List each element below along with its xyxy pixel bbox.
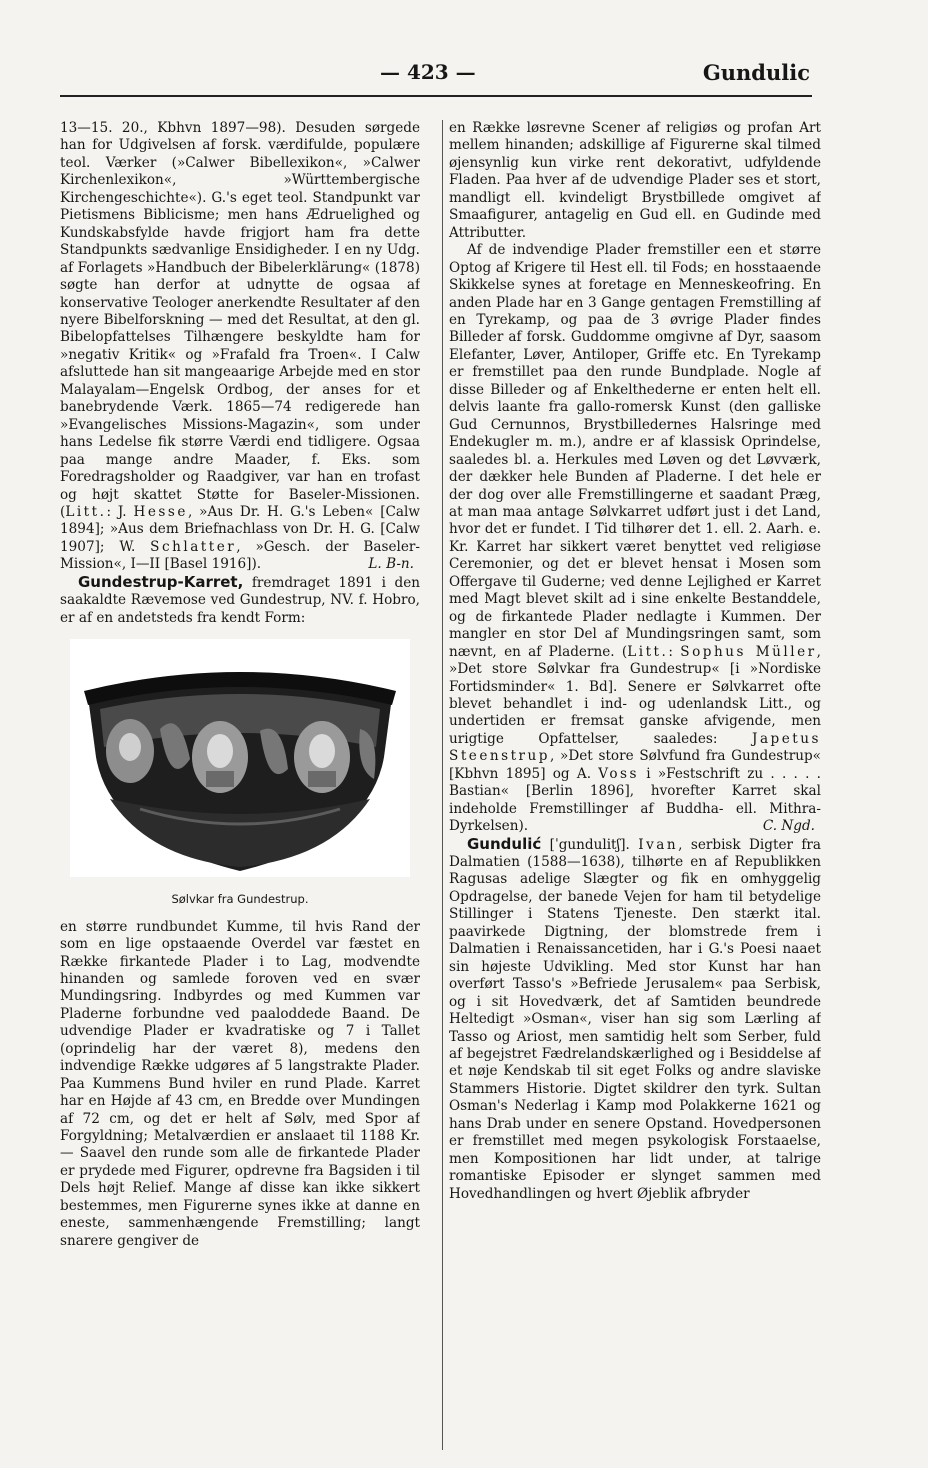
gundestrup-figure [60,639,420,908]
entry-gundert-continuation: 13—15. 20., Kbhvn 1897—98). Desuden sørgede han for Udgivelsen af forsk. værdifulde, populære teol. Værker (»Calwer Bibellexikon«, »Calwer Kirchenlexikon«, »Württembergische Kirchengeschichte«). G.'s eget teol. Standpunkt var Pietismens Biblicisme; men hans Ædruelighed og Kundskabsfylde havde frigjort ham fra dette Standpunkts sædvanlige Ensidigheder. I en ny Udg. af Forlagets »Handbuch der Bibelerklärung« (1878) søgte han derfor at udnytte de ogsaa af konservative Teologer anerkendte Resultater af den nyere Bibelforskning — med det Resultat, at den gl. Bibelopfattelses Tilhængere beskyldte ham for »negativ Kritik« og »Frafald fra Troen«. I Calw afsluttede han sit mangeaarige Arbejde med en stor Malayalam—Engelsk Ordbog, der anses for et banebrydende Værk. 1865—74 redigerede han »Evangelisches Missions-Magazin«, som under hans Ledelse fik større Værdi end tidligere. Ogsaa paa mange andre Maader, f. Eks. som Foredragsholder og Raadgiver, var han en trofast og højt skattet Støtte for Baseler-Missionen. (Litt.: J. Hesse, »Aus Dr. H. G.'s Leben« [Calw 1894]; »Aus dem Briefnachlass von Dr. H. G. [Calw 1907]; W. Schlatter, »Gesch. der Baseler-Mission«, I—II [Basel 1916]). L. B-n. [60,120,420,573]
running-head: Gundulic [702,60,810,85]
entry-gundulic: Gundulić [ˈgundulitʃ]. Ivan, serbisk Digter fra Dalmatien (1588—1638), tilhørte en af Republikken Ragusas adelige Slægter og fik en omhyggelig Opdragelse, der banede Vejen for ham til betydelige Stillinger i Statens Tjeneste. Den stærkt ital. paavirkede Digtning, der blomstrede frem i Dalmatien i Renaissancetiden, har i G.'s Poesi naaet sin højeste Udvikling. Med stor Kunst har han overført Tasso's »Befriede Jerusalem« paa Serbisk, og i sit Hovedværk, det af Samtiden beundrede Heltedigt »Osman«, viser han sig som Lærling af Tasso og Ariost, men samtidig helt som Serber, fuld af begejstret Fædrelandskærlighed og i Besiddelse af et nøje Kendskab til sit eget Folks og andre slaviske Stammers Historie. Digtet skildrer den tyrk. Sultan Osman's Nederlag i Kamp mod Polakkerne 1621 og hans Drab under en senere Opstand. Hovedpersonen er fremstillet med megen psykologisk Forstaaelse, men Kompositionen har lidt under, at talrige romantiske Episoder er slynget sammen med Hovedhandlingen og hvert Øjeblik afbryder [449,834,821,1202]
entry-gundestrup: Gundestrup-Karret, fremdraget 1891 i den saakaldte Rævemose ved Gundestrup, NV. f. Hobro, er af en andetsteds fra kendt Form: [60,572,420,626]
spaced-name: Sophus Müller [680,643,817,660]
right-column [442,120,821,1450]
litt-label: Litt. [65,503,107,520]
litt-label: Litt. [627,643,669,660]
author-signature: L. B-n. [368,556,414,573]
entry-headword: Gundestrup-Karret, [78,572,244,591]
spaced-name: Hesse [133,503,188,520]
entry-gundestrup-inner-plates: Af de indvendige Plader fremstiller een et større Optog af Krigere til Hest ell. til Fods; en hosstaaende Skikkelse synes at foretage en Menneskeofring. En anden Plade har en 3 Gange gentagen Fremstilling af en Tyrekamp, og paa de 3 øvrige Plader findes Billeder af forsk. Guddomme omgivne af Dyr, saasom Elefanter, Løver, Antiloper, Griffe etc. En Tyrekamp er fremstillet paa den runde Bundplade. Nogle af disse Billeder og af Enkelthederne er enten helt ell. delvis laante fra gallo-romersk Kunst (den galliske Gud Cernunnos, Brystbilledernes Halsringe med Endekugler m. m.), andre er af klassisk Oprindelse, saaledes bl. a. Herkules med Løven og det Løvværk, der dækker hele Bunden af Pladerne. I det hele er der dog over alle Fremstillingerne et saadant Præg, at man maa antage Sølvkarret udført just i det Land, hvor det er fundet. I Tid tilhører det 1. ell. 2. Aarh. e. Kr. Karret har sikkert været benyttet ved religiøse Ceremonier, og det er blevet hensat i Mosen som Offergave til Guderne; ved denne Lejlighed er Karret med Magt blevet skilt ad i sine enkelte Bestanddele, og de firkantede Plader nedlagte i Kummen. Der mangler en stor Del af Mundingsringen samt, som nævnt, en af Pladerne. (Litt.: Sophus Müller, »Det store Sølvkar fra Gundestrup« [i »Nordiske Fortidsminder« 1. Bd]. Senere er Sølvkarret ofte blevet behandlet i ind- og udenlandsk Litt., og undertiden er fremsat ganske afvigende, men urigtige Opfattelser, saaledes: Japetus Steenstrup, »Det store Sølvfund fra Gundestrup« [Kbhvn 1895] og A. Voss i »Festschrift zu . . . . . Bastian« [Berlin 1896], hvorefter Karret skal indeholde Fremstillinger af Buddha- ell. Mithra-Dyrkelsen). C. Ngd. [449,242,821,835]
author-signature: C. Ngd. [762,818,815,835]
entry-gundestrup-continuation: en Række løsrevne Scener af religiøs og profan Art mellem hinanden; adskillige af Figurerne skal tilmed øjensynlig kun virke rent dekorativt, udfyldende Fladen. Paa hver af de udvendige Plader ses et stort, mandligt ell. kvindeligt Brystbillede omgivet af Smaafigurer, antagelig en Gud ell. en Gudinde med Attributter. [449,120,821,241]
spaced-name: Japetus Steenstrup [449,730,821,765]
cauldron-photo [70,639,410,877]
page-header [60,60,810,96]
spaced-name: Voss [598,765,639,782]
left-column [60,120,420,1450]
header-rule [60,95,812,97]
spaced-name: Schlatter [150,538,237,555]
figure-caption: Sølvkar fra Gundestrup. [171,892,309,907]
entry-gundestrup-body: en større rundbundet Kumme, til hvis Rand der som en lige opstaaende Overdel var fæstet en Række firkantede Plader i to Lag, modvendte hinanden og samlede foroven ved en svær Mundingsring. Indbyrdes og med Kummen var Pladerne forbundne ved paaloddede Baand. De udvendige Plader er kvadratiske og 7 i Tallet (oprindelig har der været 8), medens den indvendige Række udgøres af 5 langstrakte Plader. Paa Kummens Bund hviler en rund Plade. Karret har en Højde af 43 cm, en Bredde over Mundingen af 72 cm, og det er helt af Sølv, med Spor af Forgyldning; Metalværdien er anslaaet til 1188 Kr. — Saavel den runde som alle de firkantede Plader er prydede med Figurer, opdrevne fra Bagsiden i til Dels højt Relief. Mange af disse kan ikke sikkert bestemmes, men Figurerne synes ikke at danne en eneste, sammenhængende Fremstilling; langt snarere gengiver de [60,918,420,1249]
spaced-name: Ivan [638,836,679,853]
page-number: — 423 — [380,60,476,84]
entry-headword: Gundulić [467,834,542,853]
